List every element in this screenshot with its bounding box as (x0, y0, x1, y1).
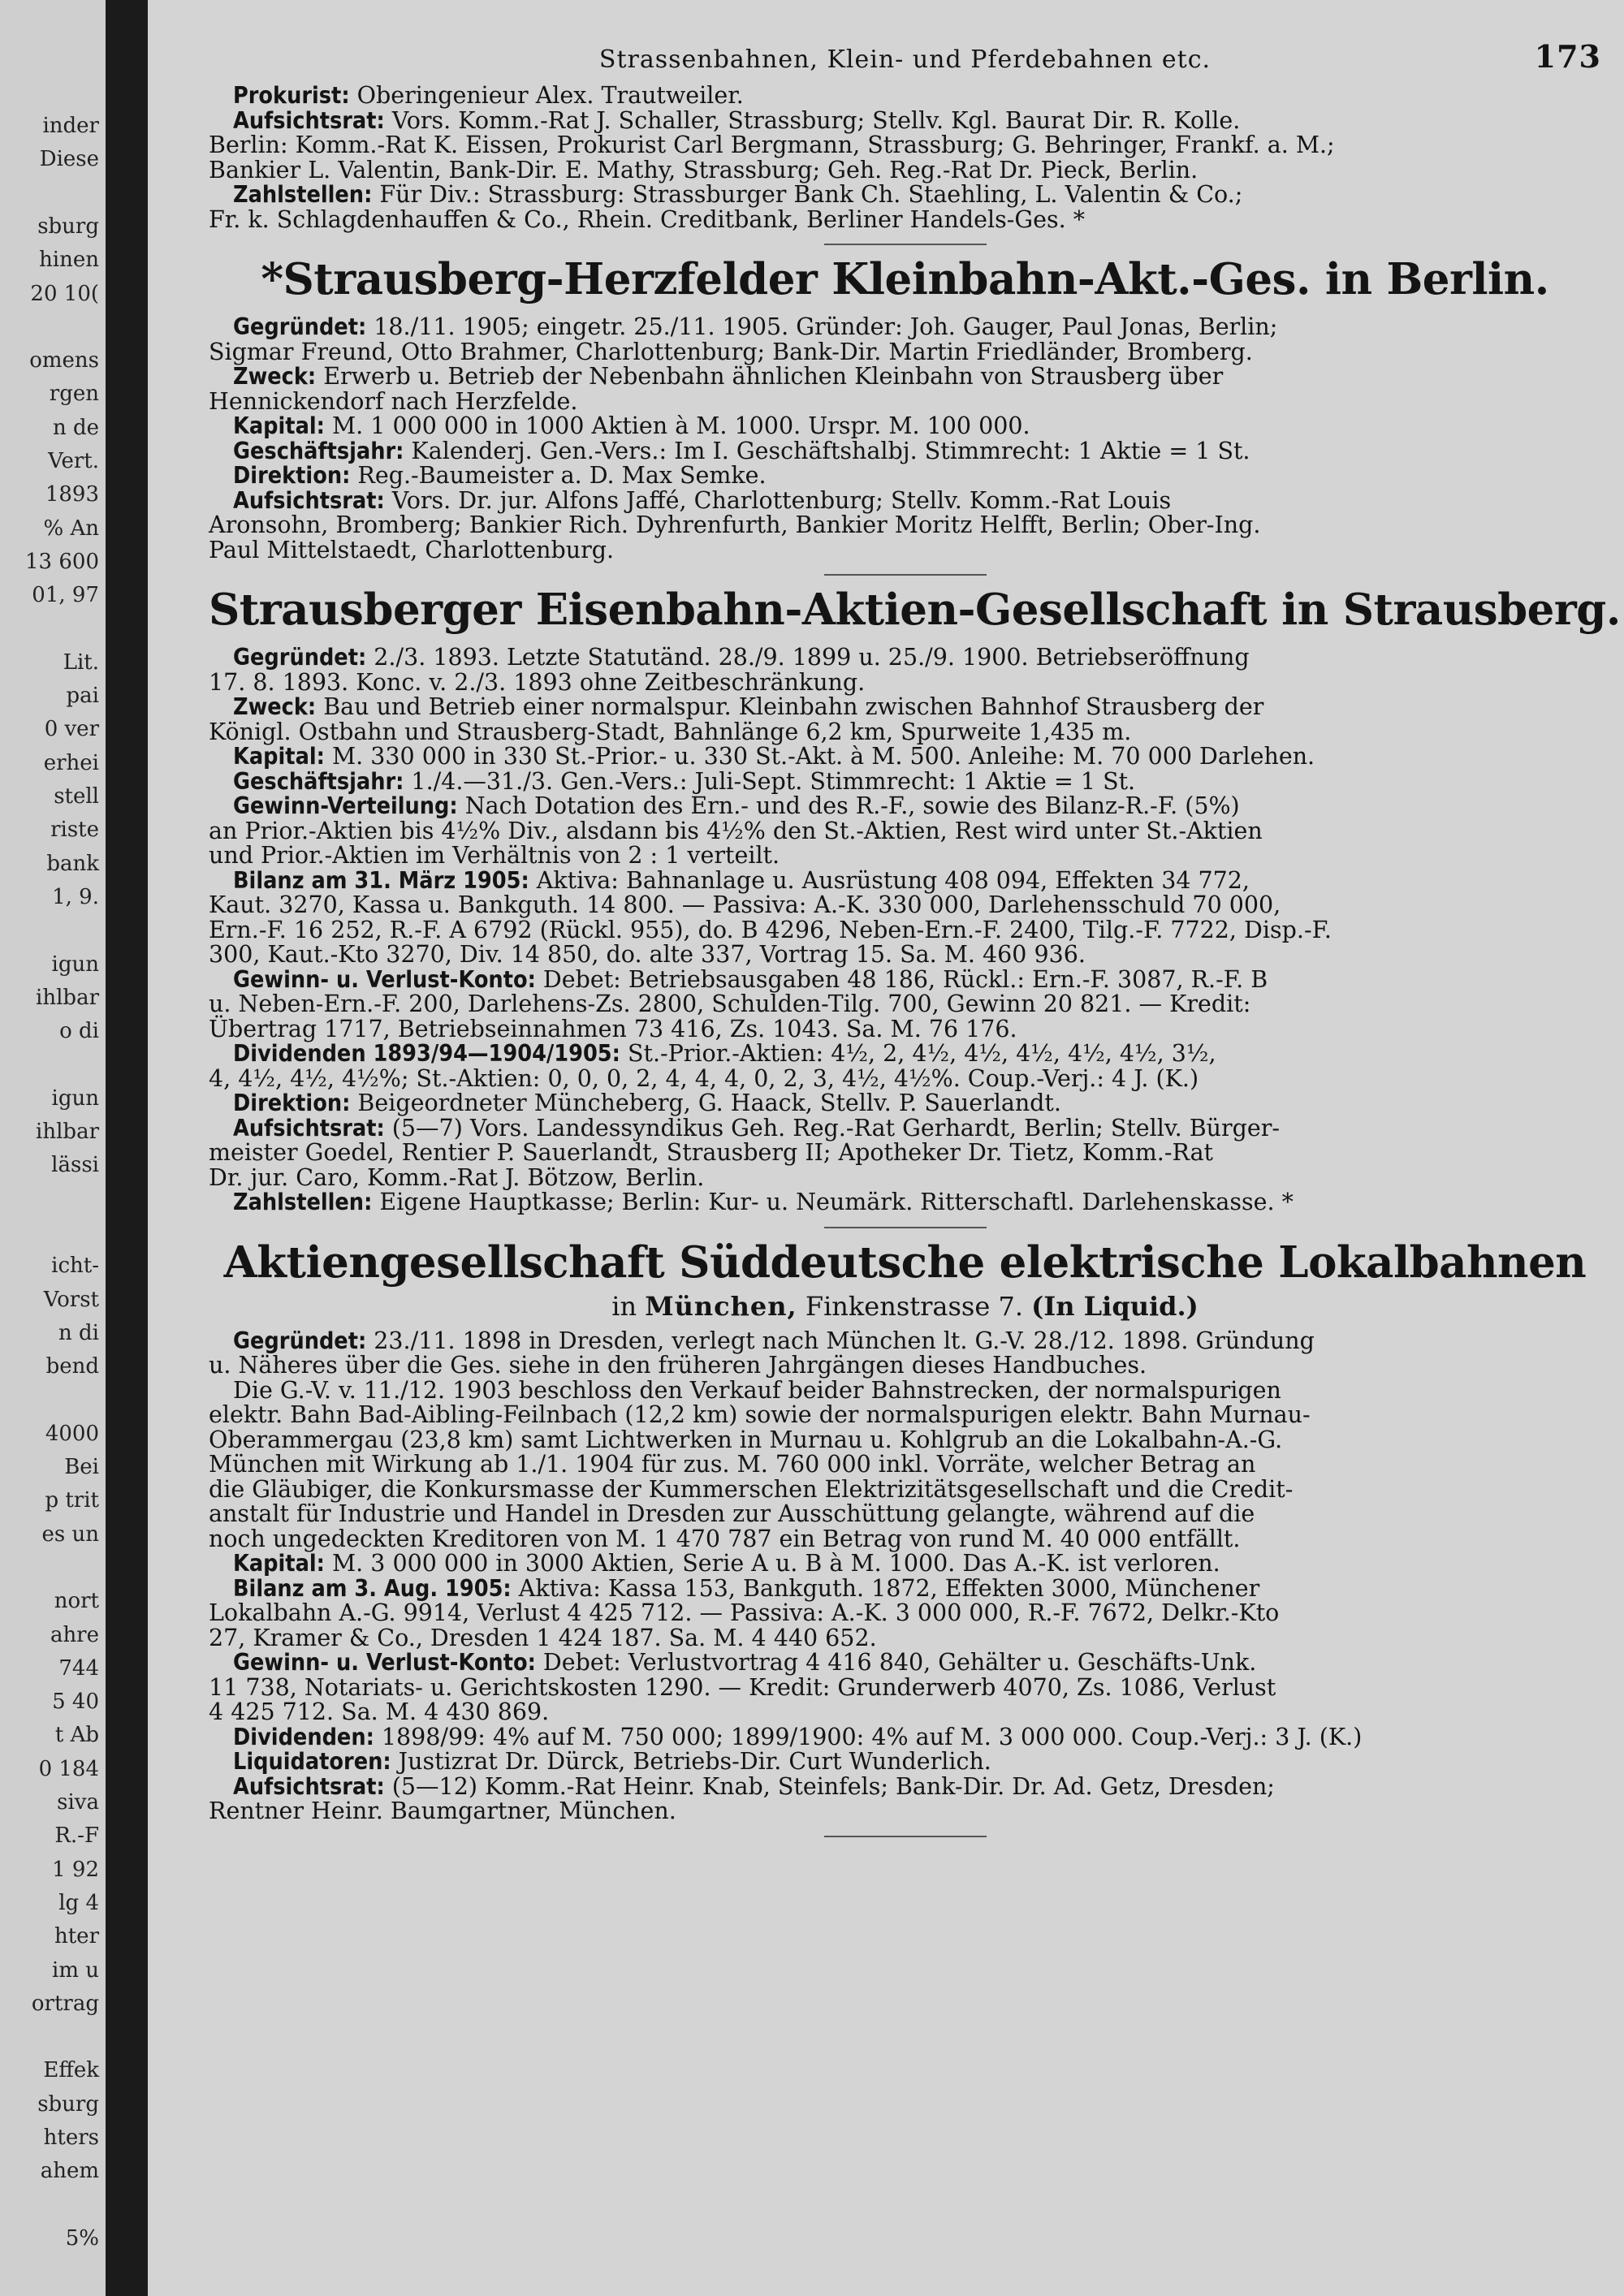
field-label: Aufsichtsrat: (233, 1772, 385, 1800)
entry-line (209, 1574, 1601, 1602)
entry-line (209, 695, 1601, 720)
adjacent-page-text: igun (51, 952, 99, 977)
field-text: Kalenderj. Gen.-Vers.: Im I. Geschäftshalbj. Stimmrecht: 1 Aktie = 1 St. (404, 437, 1250, 464)
field-text: u. Neben-Ern.-F. 200, Darlehens-Zs. 2800, Schulden-Tilg. 700, Gewinn 20 821. — Kredit: (209, 990, 1251, 1017)
adjacent-page-text: Vert. (48, 449, 99, 473)
field-text: Nach Dotation des Ern.- und des R.-F., sowie des Bilanz-R.-F. (5%) (457, 792, 1240, 819)
adjacent-page-text: p trit (45, 1488, 99, 1513)
adjacent-page-text: lässi (51, 1153, 99, 1178)
entry-line (209, 1452, 1601, 1478)
field-text: anstalt für Industrie und Handel in Dresden zur Ausschüttung gelangte, während auf die (209, 1500, 1255, 1527)
field-text: Die G.-V. v. 11./12. 1903 beschloss den Verkauf beider Bahnstrecken, der normalspurigen (233, 1376, 1281, 1404)
entry-line (209, 943, 1601, 968)
entry-line (209, 1141, 1601, 1166)
field-text: Bau und Betrieb einer normalspur. Kleinbahn zwischen Bahnhof Strausberg der (316, 693, 1264, 720)
field-text: St.-Prior.-Aktien: 4½, 2, 4½, 4½, 4½, 4½, 4½, 3½, (620, 1040, 1216, 1067)
entry-line (209, 1403, 1601, 1428)
field-text: Eigene Hauptkasse; Berlin: Kur- u. Neumärk. Ritterschaftl. Darlehenskasse. * (372, 1189, 1294, 1215)
field-text: Beigeordneter Müncheberg, G. Haack, Stellv. P. Sauerlandt. (350, 1090, 1061, 1116)
adjacent-page-text: 4000 (45, 1421, 99, 1446)
entry-line (209, 893, 1601, 918)
entry-line (209, 1799, 1601, 1824)
field-text: Ern.-F. 16 252, R.-F. A 6792 (Rückl. 955), do. B 4296, Neben-Ern.-F. 2400, Tilg.-F. 7722, Disp.-F. (209, 916, 1332, 943)
field-label: Zahlstellen: (233, 1189, 373, 1215)
entry-line (209, 866, 1601, 894)
company-title: Strausberger Eisenbahn-Aktien-Gesellschaft in Strausberg. (209, 585, 1621, 635)
running-head-title: Strassenbahnen, Klein- und Pferdebahnen etc. (598, 45, 1212, 74)
entry-line (209, 767, 1601, 795)
field-label: Kapital: (233, 1550, 325, 1577)
field-label: Liquidatoren: (233, 1748, 391, 1775)
entry-line (209, 1376, 1601, 1404)
field-text: Lokalbahn A.-G. 9914, Verlust 4 425 712. — Passiva: A.-K. 3 000 000, R.-F. 7672, Delkr.-Kto (209, 1599, 1280, 1626)
field-text: Dr. jur. Caro, Komm.-Rat J. Bötzow, Berlin. (209, 1163, 705, 1191)
entry-line (209, 844, 1601, 869)
entry-line (209, 992, 1601, 1017)
field-label: Direktion: (233, 462, 351, 489)
company-entries (209, 244, 1621, 1837)
field-text: Paul Mittelstaedt, Charlottenburg. (209, 536, 615, 563)
adjacent-page-text: t Ab (54, 1723, 99, 1748)
field-text: Aktiva: Bahnanlage u. Ausrüstung 408 094, Effekten 34 772, (529, 866, 1250, 894)
field-label: Dividenden 1893/94—1904/1905: (233, 1040, 620, 1067)
page-number: 173 (1534, 38, 1601, 75)
field-text: 1898/99: 4% auf M. 750 000; 1899/1900: 4% auf M. 3 000 000. Coup.-Verj.: 3 J. (K.) (374, 1723, 1363, 1750)
field-text: 17. 8. 1893. Konc. v. 2./3. 1893 ohne Zeitbeschränkung. (209, 668, 866, 696)
company-entry (209, 585, 1621, 1215)
adjacent-page-fragment (0, 0, 106, 2296)
entry-line (209, 1651, 1601, 1676)
subtitle-prefix: in (611, 1290, 646, 1322)
company-entry (209, 1238, 1601, 1824)
entry-line (209, 720, 1601, 745)
entry-line (209, 1475, 1601, 1503)
entry-line (209, 1750, 1601, 1775)
field-text: Rentner Heinr. Baumgartner, München. (209, 1798, 676, 1824)
adjacent-page-text: 13 600 (25, 549, 99, 574)
adjacent-page-text: ihlbar (36, 985, 99, 1010)
adjacent-page-text: n di (58, 1320, 99, 1345)
adjacent-page-text: igun (51, 1085, 99, 1111)
entry-line (209, 387, 1601, 415)
adjacent-page-text: Vorst (43, 1287, 99, 1312)
field-label: Zahlstellen: (233, 181, 373, 208)
field-label: Prokurist: (233, 82, 350, 109)
field-text: Sigmar Freund, Otto Brahmer, Charlottenburg; Bank-Dir. Martin Friedländer, Bromberg. (209, 338, 1253, 365)
adjacent-page-text: stell (54, 784, 99, 809)
entry-line (209, 365, 1601, 390)
field-text: Kaut. 3270, Kassa u. Bankguth. 14 800. — Passiva: A.-K. 330 000, Darlehensschuld 70 000, (209, 891, 1281, 918)
entry-line (209, 315, 1601, 340)
entry-line (209, 918, 1601, 943)
previous-entry-continuation (209, 84, 1601, 232)
adjacent-page-text: Effek (43, 2058, 99, 2083)
field-label: Gegründet: (233, 313, 367, 340)
adjacent-page-text: 1893 (45, 482, 99, 507)
adjacent-page-text: Lit. (63, 650, 99, 675)
adjacent-page-text: 744 (58, 1655, 99, 1681)
field-label: Bilanz am 3. Aug. 1905: (233, 1574, 512, 1602)
field-text: Erwerb u. Betrieb der Nebenbahn ähnlichen Kleinbahn von Strausberg über (316, 363, 1224, 390)
entry-line (209, 1116, 1601, 1142)
entry-line (209, 1700, 1601, 1725)
adjacent-page-text: 5% (65, 2225, 99, 2251)
entry-line (209, 464, 1601, 489)
entry-line (209, 1190, 1601, 1215)
subtitle-city: München, (645, 1290, 797, 1322)
entry-line (209, 1064, 1601, 1092)
field-text: meister Goedel, Rentier P. Sauerlandt, Strausberg II; Apotheker Dr. Tietz, Komm.-Rat (209, 1139, 1214, 1166)
adjacent-page-text: nort (54, 1589, 99, 1614)
adjacent-page-text: hter (54, 1924, 99, 1949)
field-text: Fr. k. Schlagdenhauffen & Co., Rhein. Creditbank, Berliner Handels-Ges. * (209, 205, 1085, 233)
adjacent-page-text: ortrag (31, 1991, 99, 2016)
field-label: Gewinn- u. Verlust-Konto: (233, 965, 536, 993)
entry-line (209, 1725, 1601, 1750)
field-label: Dividenden: (233, 1723, 374, 1750)
entry-line (209, 538, 1601, 563)
entry-line (209, 1042, 1601, 1067)
field-text: die Gläubiger, die Konkursmasse der Kummerschen Elektrizitätsgesellschaft und die Credit- (209, 1475, 1294, 1503)
entry-line (209, 819, 1601, 844)
field-text: 300, Kaut.-Kto 3270, Div. 14 850, do. alte 337, Vortrag 15. Sa. M. 460 936. (209, 941, 1086, 968)
page-content (209, 38, 1621, 1847)
field-label: Zweck: (233, 693, 317, 720)
adjacent-page-text: sburg (37, 2091, 99, 2117)
field-label: Kapital: (233, 743, 325, 770)
adjacent-page-text: 20 10( (30, 281, 99, 306)
entry-line (209, 486, 1601, 514)
section-divider (824, 244, 987, 245)
field-text: Oberingenieur Alex. Trautweiler. (349, 82, 744, 109)
adjacent-page-text: Bei (64, 1455, 99, 1479)
entry-line (209, 668, 1601, 696)
entry-line (209, 1772, 1601, 1800)
subtitle-street: Finkenstrasse 7. (797, 1290, 1032, 1322)
section-divider (824, 1227, 987, 1228)
field-label: Aufsichtsrat: (233, 106, 385, 134)
entry-line (209, 414, 1601, 439)
entry-line (209, 106, 1601, 134)
adjacent-page-text: 0 184 (38, 1756, 99, 1781)
adjacent-page-text: hters (43, 2126, 99, 2150)
field-text: Debet: Verlustvortrag 4 416 840, Gehälter u. Geschäfts-Unk. (535, 1649, 1257, 1676)
field-text: Hennickendorf nach Herzfelde. (209, 387, 578, 415)
adjacent-page-text: 1 92 (52, 1857, 99, 1882)
company-entry (209, 255, 1601, 563)
entry-line (209, 513, 1601, 538)
field-text: Oberammergau (23,8 km) samt Lichtwerken in Murnau u. Kohlgrub an die Lokalbahn-A.-G. (209, 1426, 1283, 1453)
section-divider (824, 574, 987, 576)
field-label: Bilanz am 31. März 1905: (233, 866, 529, 894)
adjacent-page-text: % An (43, 516, 99, 541)
field-label: Geschäftsjahr: (233, 437, 404, 464)
field-text: Aronsohn, Bromberg; Bankier Rich. Dyhrenfurth, Bankier Moritz Helfft, Berlin; Ober-Ing. (209, 511, 1261, 538)
field-label: Zweck: (233, 363, 317, 390)
adjacent-page-text: es un (41, 1521, 99, 1547)
adjacent-page-text: 0 ver (44, 717, 99, 742)
adjacent-page-text: riste (50, 818, 99, 843)
field-text: 4 425 712. Sa. M. 4 430 869. (209, 1698, 550, 1725)
field-label: Geschäftsjahr: (233, 767, 404, 795)
field-label: Direktion: (233, 1090, 351, 1116)
field-label: Gegründet: (233, 644, 367, 671)
field-text: an Prior.-Aktien bis 4½% Div., alsdann bis 4½% den St.-Aktien, Rest wird unter St.-Aktien (209, 817, 1263, 844)
entry-line (209, 1673, 1601, 1701)
field-text: 1./4.—31./3. Gen.-Vers.: Juli-Sept. Stimmrecht: 1 Aktie = 1 St. (404, 767, 1136, 795)
adjacent-page-text: ahem (40, 2159, 99, 2184)
entry-line (209, 1017, 1601, 1042)
field-label: Kapital: (233, 412, 325, 439)
adjacent-page-text: o di (59, 1019, 99, 1044)
adjacent-page-text: hinen (39, 248, 99, 273)
field-text: Vors. Komm.-Rat J. Schaller, Strassburg; Stellv. Kgl. Baurat Dir. R. Kolle. (384, 106, 1241, 134)
field-text: Übertrag 1717, Betriebseinnahmen 73 416, Zs. 1043. Sa. M. 76 176. (209, 1015, 1017, 1042)
field-text: Für Div.: Strassburg: Strassburger Bank Ch. Staehling, L. Valentin & Co.; (372, 181, 1243, 208)
entry-line (209, 794, 1601, 819)
entry-line (209, 645, 1601, 671)
subtitle-status: (In Liquid.) (1031, 1290, 1199, 1322)
entry-line (209, 1552, 1601, 1577)
entry-line (209, 133, 1601, 158)
entry-line (209, 965, 1601, 993)
adjacent-page-text: lg 4 (58, 1890, 99, 1915)
field-text: Vors. Dr. jur. Alfons Jaffé, Charlottenburg; Stellv. Komm.-Rat Louis (384, 486, 1172, 514)
field-text: 4, 4½, 4½, 4½%; St.-Aktien: 0, 0, 0, 2, 4, 4, 4, 0, 2, 3, 4½, 4½%. Coup.-Verj.: 4 J. (K.) (209, 1064, 1199, 1092)
field-text: (5—7) Vors. Landessyndikus Geh. Reg.-Rat Gerhardt, Berlin; Stellv. Bürger- (384, 1114, 1281, 1142)
field-text: M. 330 000 in 330 St.-Prior.- u. 330 St.-Akt. à M. 500. Anleihe: M. 70 000 Darlehen. (324, 743, 1315, 770)
entry-line (209, 340, 1601, 365)
adjacent-page-text: R.-F (54, 1823, 99, 1849)
field-label: Gegründet: (233, 1327, 367, 1354)
field-text: Justizrat Dr. Dürck, Betriebs-Dir. Curt Wunderlich. (391, 1748, 991, 1775)
book-gutter (106, 0, 148, 2296)
adjacent-page-text: ihlbar (36, 1120, 99, 1144)
document-page (148, 0, 1624, 2296)
adjacent-page-text: 1, 9. (52, 884, 99, 909)
field-text: M. 1 000 000 in 1000 Aktien à M. 1000. Urspr. M. 100 000. (324, 412, 1030, 439)
field-text: elektr. Bahn Bad-Aibling-Feilnbach (12,2 km) sowie der normalspurigen elektr. Bahn Murnau- (209, 1401, 1311, 1428)
adjacent-page-text: bank (46, 851, 99, 876)
field-text: noch ungedeckten Kreditoren von M. 1 470 787 ein Betrag von rund M. 40 000 entfällt. (209, 1525, 1241, 1552)
adjacent-page-text: erhei (43, 750, 99, 775)
field-label: Gewinn- u. Verlust-Konto: (233, 1649, 536, 1676)
entry-line (209, 1353, 1601, 1379)
adjacent-page-text: pai (66, 684, 99, 709)
adjacent-page-text: omens (29, 348, 99, 373)
adjacent-page-text: 01, 97 (32, 583, 99, 608)
section-divider (824, 1836, 987, 1837)
field-text: 2./3. 1893. Letzte Statutänd. 28./9. 1899 u. 25./9. 1900. Betriebseröffnung (366, 644, 1250, 671)
entry-line (209, 205, 1601, 233)
field-text: M. 3 000 000 in 3000 Aktien, Serie A u. B à M. 1000. Das A.-K. ist verloren. (324, 1550, 1220, 1577)
field-text: Reg.-Baumeister a. D. Max Semke. (350, 462, 767, 489)
adjacent-page-text: Diese (39, 147, 99, 172)
entry-line (209, 84, 1601, 109)
field-text: 27, Kramer & Co., Dresden 1 424 187. Sa. M. 4 440 652. (209, 1624, 877, 1651)
adjacent-page-text: 5 40 (52, 1690, 99, 1715)
adjacent-page-text: n de (52, 415, 99, 440)
running-head (209, 38, 1601, 80)
entry-line (209, 1502, 1601, 1527)
field-text: 11 738, Notariats- u. Gerichtskosten 1290. — Kredit: Grunderwerb 4070, Zs. 1086, Verlust (209, 1673, 1276, 1701)
entry-line (209, 1428, 1601, 1453)
field-text: Debet: Betriebsausgaben 48 186, Rückl.: Ern.-F. 3087, R.-F. B (535, 965, 1268, 993)
entry-line (209, 439, 1601, 464)
company-title: Aktiengesellschaft Süddeutsche elektrische Lokalbahnen (223, 1236, 1587, 1288)
field-text: 18./11. 1905; eingetr. 25./11. 1905. Gründer: Joh. Gauger, Paul Jonas, Berlin; (366, 313, 1278, 340)
company-subtitle (209, 1292, 1601, 1321)
adjacent-page-text: im u (52, 1957, 99, 1983)
entry-line (209, 1091, 1601, 1116)
adjacent-page-text: rgen (49, 382, 99, 407)
field-label: Aufsichtsrat: (233, 1114, 385, 1142)
field-text: Berlin: Komm.-Rat K. Eissen, Prokurist Carl Bergmann, Strassburg; G. Behringer, Frankf. a. M.; (209, 132, 1335, 158)
entry-line (209, 1527, 1601, 1552)
adjacent-page-text: inder (42, 114, 99, 138)
entry-line (209, 1163, 1601, 1191)
field-text: München mit Wirkung ab 1./1. 1904 für zus. M. 760 000 inkl. Vorräte, welcher Betrag an (209, 1451, 1256, 1478)
adjacent-page-text: ahre (50, 1622, 99, 1647)
adjacent-page-text: icht- (51, 1254, 99, 1279)
field-text: Bankier L. Valentin, Bank-Dir. E. Mathy, Strassburg; Geh. Reg.-Rat Dr. Pieck, Berlin. (209, 156, 1199, 183)
field-text: Königl. Ostbahn und Strausberg-Stadt, Bahnlänge 6,2 km, Spurweite 1,435 m. (209, 718, 1132, 745)
field-label: Aufsichtsrat: (233, 486, 385, 514)
adjacent-page-text: sburg (37, 214, 99, 239)
field-text: u. Näheres über die Ges. siehe in den früheren Jahrgängen dieses Handbuches. (209, 1352, 1147, 1379)
adjacent-page-text: bend (45, 1354, 99, 1379)
entry-line (209, 183, 1601, 208)
field-label: Gewinn-Verteilung: (233, 792, 458, 819)
field-text: Aktiva: Kassa 153, Bankguth. 1872, Effekten 3000, Münchener (511, 1574, 1260, 1602)
entry-line (209, 1626, 1601, 1651)
field-text: 23./11. 1898 in Dresden, verlegt nach München lt. G.-V. 28./12. 1898. Gründung (366, 1327, 1315, 1354)
adjacent-page-text: siva (57, 1790, 99, 1815)
entry-line (209, 1329, 1601, 1354)
field-text: (5—12) Komm.-Rat Heinr. Knab, Steinfels; Bank-Dir. Dr. Ad. Getz, Dresden; (384, 1772, 1275, 1800)
field-text: und Prior.-Aktien im Verhältnis von 2 : 1 verteilt. (209, 842, 780, 869)
entry-line (209, 1601, 1601, 1626)
company-title: *Strausberg-Herzfelder Kleinbahn-Akt.-Ges. in Berlin. (261, 254, 1549, 304)
entry-line (209, 744, 1601, 770)
entry-line (209, 158, 1601, 183)
